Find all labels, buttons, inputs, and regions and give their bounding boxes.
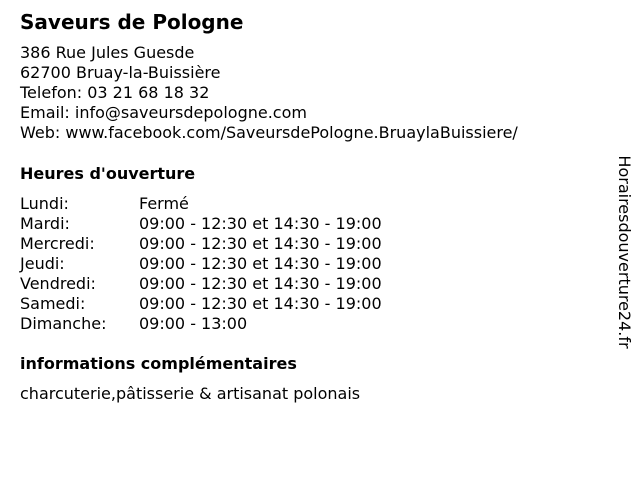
hours-row-mercredi (20, 234, 382, 254)
business-name: Saveurs de Pologne (20, 10, 244, 34)
hours-row-samedi (20, 294, 382, 314)
site-watermark: Horairesdouverture24.fr (615, 155, 634, 349)
address-line-1: 386 Rue Jules Guesde (20, 43, 195, 62)
contact-block (20, 43, 518, 143)
hours-row-dimanche (20, 314, 382, 334)
hours-row-jeudi (20, 254, 382, 274)
web-line: Web: www.facebook.com/SaveursdePologne.BruaylaBuissiere/ (20, 123, 518, 142)
hours-row-vendredi (20, 274, 382, 294)
address-line-2: 62700 Bruay-la-Buissière (20, 63, 221, 82)
info-text: charcuterie,pâtisserie & artisanat polonais (20, 384, 361, 403)
time-value: 09:00 - 12:30 et 14:30 - 19:00 (139, 234, 382, 253)
day-label: Vendredi: (20, 274, 96, 293)
day-label: Lundi: (20, 194, 69, 213)
email-line: Email: info@saveursdepologne.com (20, 103, 307, 122)
day-label: Samedi: (20, 294, 86, 313)
info-heading: informations complémentaires (20, 354, 297, 373)
time-value: Fermé (139, 194, 189, 213)
time-value: 09:00 - 12:30 et 14:30 - 19:00 (139, 294, 382, 313)
time-value: 09:00 - 12:30 et 14:30 - 19:00 (139, 274, 382, 293)
time-value: 09:00 - 12:30 et 14:30 - 19:00 (139, 254, 382, 273)
day-label: Dimanche: (20, 314, 107, 333)
day-label: Mercredi: (20, 234, 95, 253)
hours-table (20, 194, 382, 334)
hours-heading: Heures d'ouverture (20, 164, 196, 183)
hours-row-lundi (20, 194, 382, 214)
day-label: Jeudi: (20, 254, 65, 273)
hours-row-mardi (20, 214, 382, 234)
time-value: 09:00 - 13:00 (139, 314, 248, 333)
day-label: Mardi: (20, 214, 70, 233)
phone-line: Telefon: 03 21 68 18 32 (20, 83, 210, 102)
time-value: 09:00 - 12:30 et 14:30 - 19:00 (139, 214, 382, 233)
